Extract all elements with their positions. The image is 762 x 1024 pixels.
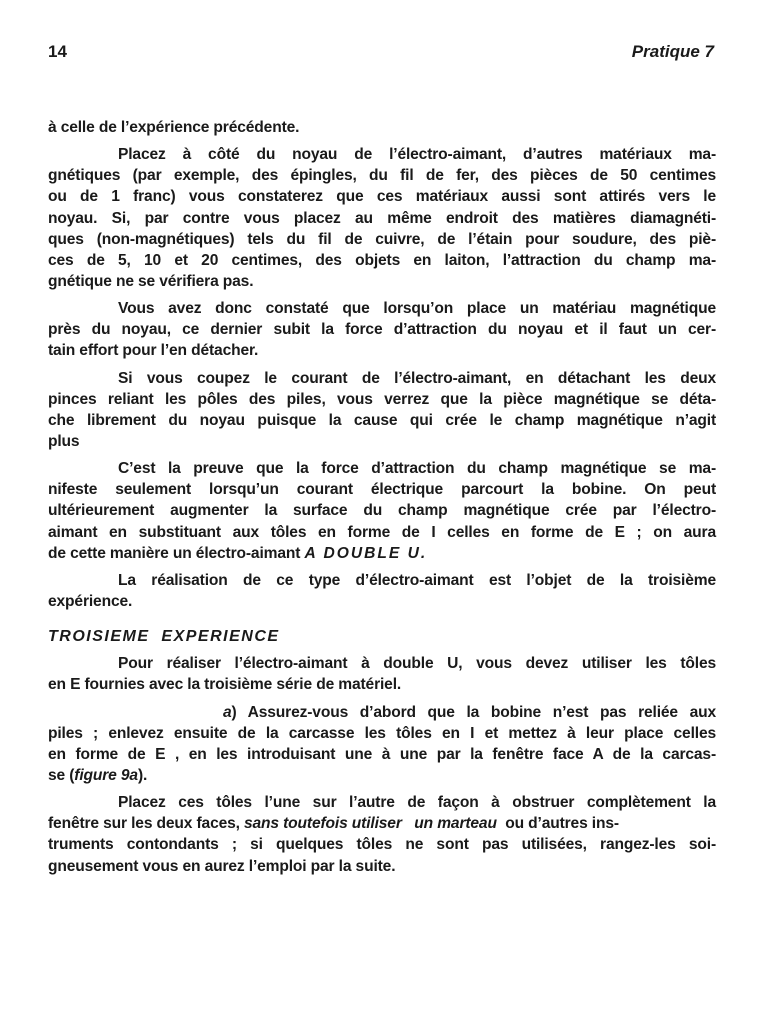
paragraph <box>48 792 716 877</box>
paragraph-line: nifeste seulement lorsqu’un courant électrique parcourt la bobine. On peut <box>48 481 716 499</box>
paragraph <box>48 298 716 361</box>
paragraph-line: noyau. Si, par contre vous placez au même endroit des matières diamagnéti- <box>48 209 716 227</box>
paragraph-line <box>48 702 716 723</box>
paragraph-line: ultérieurement augmenter la surface du champ magnétique crée par l’électro- <box>48 502 716 520</box>
paragraph-line: tain effort pour l’en détacher. <box>48 342 259 360</box>
page-header <box>48 42 714 66</box>
paragraph-line: en E fournies avec la troisième série de matériel. <box>48 676 402 694</box>
paragraph-line: expérience. <box>48 592 133 610</box>
paragraph-line: Vous avez donc constaté que lorsqu’on place un matériau magnétique <box>118 300 716 318</box>
paragraph-line: aimant en substituant aux tôles en forme de I celles en forme de E ; on aura <box>48 523 716 541</box>
section-heading: TROISIEME EXPERIENCE <box>48 628 280 646</box>
paragraph-line: Pour réaliser l’électro-aimant à double U, vous devez utiliser les tôles <box>118 655 716 673</box>
text-run: fenêtre sur les deux faces, <box>48 815 245 833</box>
paragraph-line <box>48 765 716 786</box>
text-run: de cette manière un électro-aimant <box>48 544 305 562</box>
paragraph-line <box>48 813 716 834</box>
text-run: ou d’autres ins- <box>496 815 619 833</box>
emphasis: sans toutefois utiliser un marteau <box>244 815 497 833</box>
paragraph-line: che librement du noyau puisque la cause qui crée le champ magnétique n’agit <box>48 411 716 429</box>
paragraph-line: gneusement vous en aurez l’emploi par la suite. <box>48 857 396 875</box>
paragraph-line: à celle de l’expérience précédente. <box>48 119 300 136</box>
figure-reference: figure 9a <box>74 766 138 784</box>
paragraph-line: Placez ces tôles l’une sur l’autre de façon à obstruer complètement la <box>118 794 716 812</box>
paragraph-line: pinces reliant les pôles des piles, vous verrez que la pièce magnétique se déta- <box>48 390 716 408</box>
emphasis: A DOUBLE U. <box>304 544 428 562</box>
paragraph <box>48 144 716 292</box>
paragraph-line: La réalisation de ce type d’électro-aimant est l’objet de la troisième <box>118 571 716 589</box>
text-run: ) Assurez-vous d’abord que la bobine n’est pas reliée aux <box>231 703 716 721</box>
paragraph-line <box>48 543 716 564</box>
paragraph-line: plus <box>48 432 80 450</box>
paragraph-line: Si vous coupez le courant de l’électro-aimant, en détachant les deux <box>118 369 716 387</box>
paragraph-line: en forme de E , en les introduisant une à une par la fenêtre face A de la carcas- <box>48 745 716 763</box>
text-run: se ( <box>48 766 75 784</box>
list-label: a <box>223 703 232 721</box>
paragraph-line: C’est la preuve que la force d’attraction du champ magnétique se ma- <box>118 460 716 478</box>
paragraph <box>48 458 716 564</box>
paragraph-line: truments contondants ; si quelques tôles ne sont pas utilisées, rangez-les soi- <box>48 836 716 854</box>
page-number: 14 <box>48 42 67 61</box>
paragraph <box>48 653 716 695</box>
paragraph <box>48 570 716 612</box>
paragraph-line: gnétique ne se vérifiera pas. <box>48 272 254 290</box>
paragraph <box>48 702 716 787</box>
paragraph-line: gnétiques (par exemple, des épingles, du fil de fer, des pièces de 50 centimes <box>48 167 716 185</box>
running-title: Pratique 7 <box>631 42 714 61</box>
paragraph-line: Placez à côté du noyau de l’électro-aimant, d’autres matériaux ma- <box>118 146 716 164</box>
paragraph <box>48 368 716 453</box>
text-run: ). <box>137 766 148 784</box>
body-text <box>48 117 716 877</box>
paragraph-line: piles ; enlevez ensuite de la carcasse les tôles en I et mettez à leur place celles <box>48 724 716 742</box>
paragraph-line: ques (non-magnétiques) tels du fil de cuivre, de l’étain pour soudure, des piè- <box>48 230 716 248</box>
paragraph-line: près du noyau, ce dernier subit la force d’attraction du noyau et il faut un cer- <box>48 321 716 339</box>
paragraph-line: ces de 5, 10 et 20 centimes, des objets en laiton, l’attraction du champ ma- <box>48 251 716 269</box>
paragraph-line: ou de 1 franc) vous constaterez que ces matériaux aussi sont attirés vers le <box>48 188 716 206</box>
